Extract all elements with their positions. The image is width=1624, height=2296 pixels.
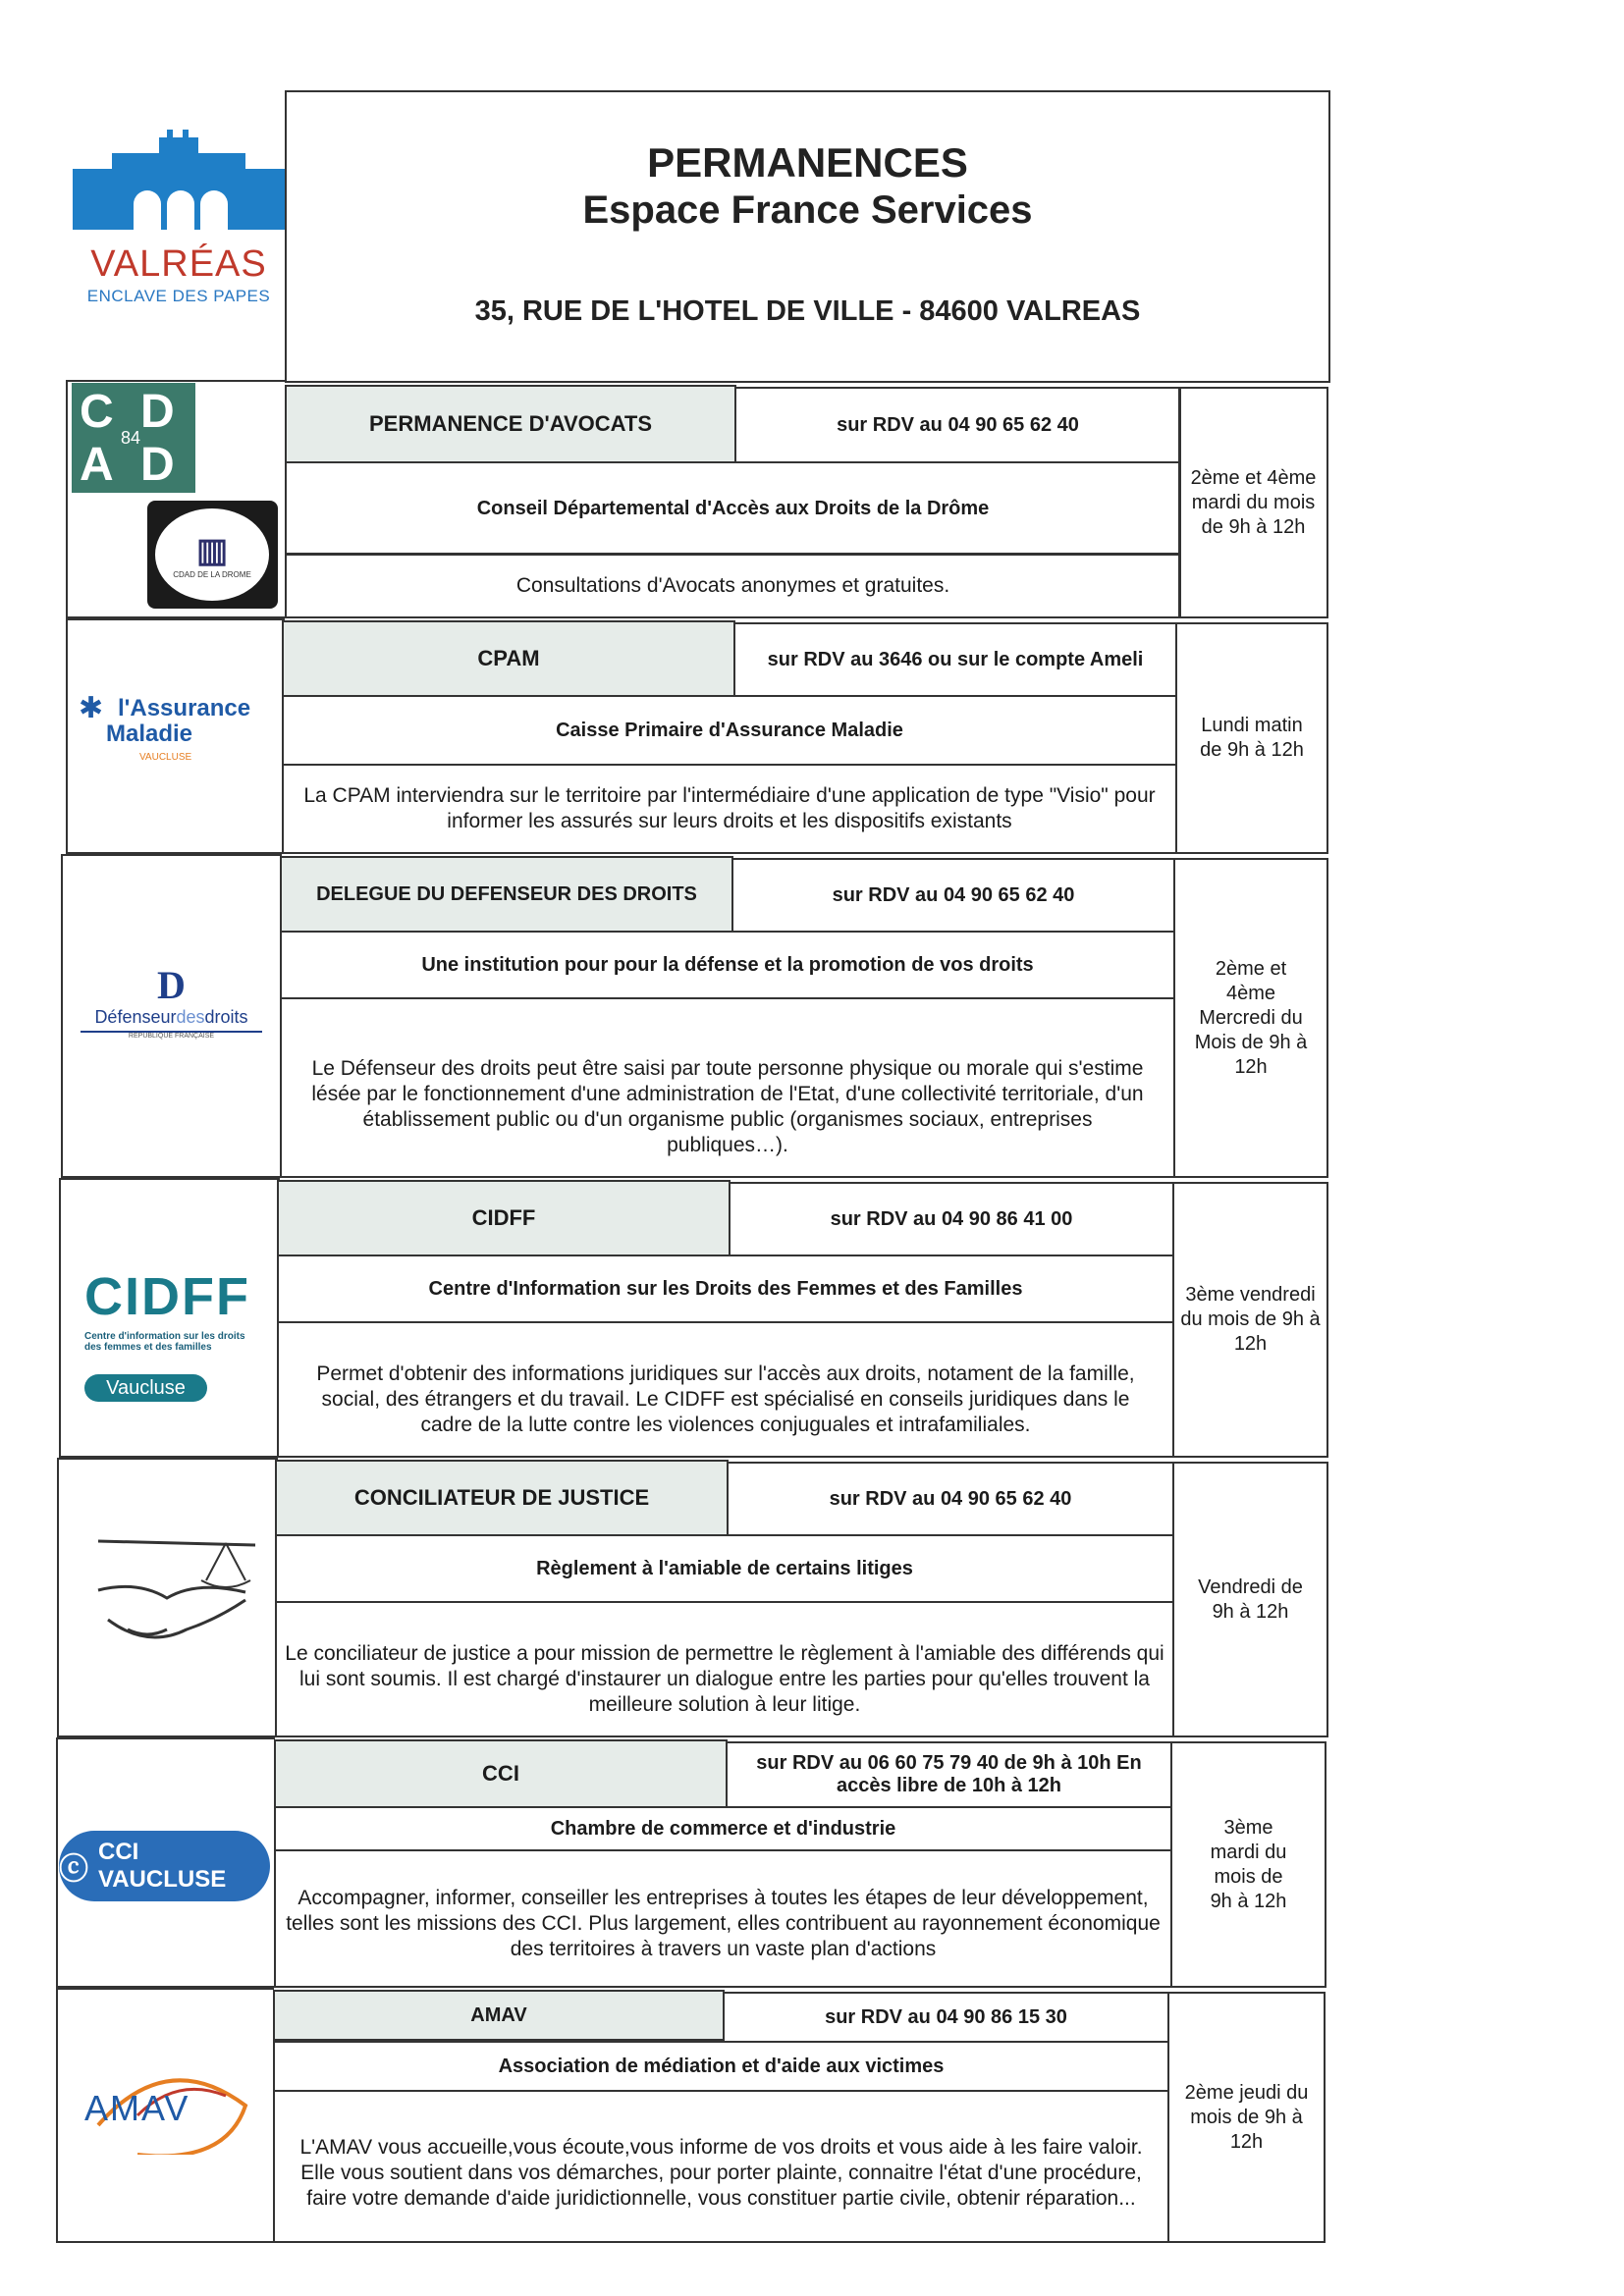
ameli-line1: l'Assurance [118,695,251,721]
org-cell [285,461,1181,556]
cci-symbol-icon: ⓒ [59,1853,88,1886]
justice-logo [88,1531,265,1659]
section-title: DELEGUE DU DEFENSEUR DES DROITS [316,882,697,905]
valreas-tagline: ENCLAVE DES PAPES [86,287,271,305]
org-text: Association de médiation et d'aide aux victimes [498,2055,945,2077]
description-cell [282,764,1177,854]
schedule-cell [1172,1182,1328,1458]
contact-cell [727,1462,1174,1536]
amav-logo-text: AMAV [84,2088,190,2128]
cdad-letter: C [80,386,114,438]
cidff-name: CIDFF [84,1267,250,1326]
defenseur-name-b: des [176,1007,205,1027]
section-title-cell [285,385,736,463]
defenseur-letter: D [157,963,186,1007]
description-text: Permet d'obtenir des informations juridiques sur l'accès aux droits, notament de la famille, social, des étrangers et du travail. Le CIDFF est spécialisé en conseils juridiques dans le cadre de la lutte contre les violences conjuguales et intrafamiliales. [316,1362,1135,1436]
cdad-letter: D [140,439,175,491]
org-text: Chambre de commerce et d'industrie [550,1817,896,1840]
contact-text: sur RDV au 04 90 65 62 40 [837,413,1079,436]
schedule-cell [1172,1462,1328,1737]
description-text: Consultations d'Avocats anonymes et gratuites. [515,573,950,597]
cci-logo [59,1831,270,1901]
section-title-cell [282,620,735,697]
org-text: Règlement à l'amiable de certains litiges [536,1557,913,1579]
section-title-cell [275,1460,729,1536]
address: 35, RUE DE L'HOTEL DE VILLE - 84600 VALREAS [474,295,1141,327]
description-cell [275,1601,1174,1737]
amav-logo [79,2047,255,2155]
description-text: Le conciliateur de justice a pour mission de permettre le règlement à l'amiable des différends qui lui sont soumis. Il est chargé d'instaurer un dialogue entre les parties pour qu'elles trouvent la meilleure solution à leur litige. [285,1641,1164,1716]
cdad-letter: A [80,439,114,491]
section-title-cell [277,1180,731,1256]
cdad-number: 84 [121,428,141,448]
contact-text: sur RDV au 04 90 65 62 40 [829,1487,1072,1510]
org-text: Caisse Primaire d'Assurance Maladie [556,719,903,741]
contact-cell [729,1182,1174,1256]
defenseur-logo [81,962,262,1041]
schedule-cell [1167,1992,1326,2243]
section-title: CPAM [477,646,540,670]
org-cell [274,1806,1172,1851]
description-cell [285,553,1181,618]
valreas-logo [73,130,285,316]
cidff-desc: Centre d'information sur les droits des femmes et des familles [84,1331,245,1353]
schedule-cell [1170,1741,1326,1988]
org-cell [273,2041,1169,2092]
valreas-building-icon [73,130,285,238]
cci-logo-text: CCI VAUCLUSE [98,1839,227,1893]
cdad-logo [72,383,195,493]
cdad-circle-text: CDAD DE LA DROME [173,569,251,579]
schedule-text: 3ème vendredi du mois de 9h à 12h [1180,1284,1321,1355]
description-text: Accompagner, informer, conseiller les entreprises à toutes les étapes de leur développement, telles sont les missions des CCI. Plus largement, elles contribuent au rayonnement économique des territoires à travers un vaste plan d'actions [286,1886,1161,1960]
org-text: Centre d'Information sur les Droits des Femmes et des Familles [428,1277,1023,1300]
contact-text: sur RDV au 06 60 75 79 40 de 9h à 10h En accès libre de 10h à 12h [756,1752,1142,1796]
cdad-circle-logo [147,501,278,609]
section-title-cell [274,1739,728,1808]
contact-cell [734,387,1181,463]
valreas-name: VALRÉAS [90,243,267,285]
page-title: PERMANENCES [647,139,968,186]
defenseur-name-a: Défenseur [94,1007,177,1027]
cdad-letter: D [140,386,175,438]
scales-handshake-icon [88,1531,265,1659]
ameli-figure-icon: ✱ [79,692,104,724]
section-title: CIDFF [471,1205,536,1230]
section-title-cell [273,1990,725,2041]
section-title: CCI [482,1761,519,1786]
org-text: Une institution pour pour la défense et la promotion de vos droits [421,953,1034,976]
section-title: AMAV [470,2003,527,2026]
schedule-text: 3ème mardi du mois de 9h à 12h [1210,1816,1287,1912]
org-cell [275,1534,1174,1603]
ameli-line2: Maladie [106,721,193,747]
org-cell [280,931,1175,999]
section-title-cell [280,856,733,933]
schedule-text: Vendredi de 9h à 12h [1198,1575,1303,1623]
defenseur-name-c: droits [204,1007,248,1027]
schedule-text: 2ème et 4ème Mercredi du Mois de 9h à 12h [1194,957,1308,1078]
schedule-cell [1178,387,1328,618]
contact-text: sur RDV au 04 90 86 41 00 [830,1207,1073,1230]
org-cell [282,695,1177,766]
contact-cell [733,622,1177,697]
cdad-house-icon: ▥ [195,531,229,569]
contact-text: sur RDV au 04 90 65 62 40 [832,883,1075,906]
schedule-text: Lundi matin de 9h à 12h [1200,715,1304,761]
cidff-region: Vaucluse [84,1374,207,1402]
header-box [285,90,1330,383]
schedule-cell [1175,622,1328,854]
schedule-cell [1173,858,1328,1178]
section-title: CONCILIATEUR DE JUSTICE [353,1485,650,1510]
description-text: L'AMAV vous accueille,vous écoute,vous informe de vos droits et vous aide à les faire valoir. Elle vous soutient dans vos démarches, pour porter plainte, connaitre l'état d'une procédure, faire votre demande d'aide juridictionnelle, vous constituer partie civile, obtenir réparation... [299,2136,1143,2210]
contact-text: sur RDV au 3646 ou sur le compte Ameli [767,648,1144,670]
contact-cell [723,1992,1169,2043]
description-cell [277,1321,1174,1458]
cidff-logo [84,1266,261,1409]
schedule-text: 2ème et 4ème mardi du mois de 9h à 12h [1190,466,1317,538]
ameli-line3: VAUCLUSE [139,752,192,763]
org-text: Conseil Départemental d'Accès aux Droits de la Drôme [476,497,990,519]
schedule-text: 2ème jeudi du mois de 9h à 12h [1184,2081,1309,2153]
description-cell [274,1849,1172,1988]
page-subtitle: Espace France Services [582,188,1033,232]
description-text: Le Défenseur des droits peut être saisi par toute personne physique ou morale qui s'estime lésée par le fonctionnement d'une administration de l'Etat, d'une collectivité territoriale, d'un établissement public ou d'un organisme public (organismes sociaux, entreprises publiques…). [311,1057,1144,1156]
contact-cell [731,858,1175,933]
section-title: PERMANENCE D'AVOCATS [369,411,652,436]
contact-cell [726,1741,1172,1808]
description-cell [273,2090,1169,2243]
defenseur-tag: RÉPUBLIQUE FRANÇAISE [81,1031,262,1040]
org-cell [277,1255,1174,1323]
description-cell [280,997,1175,1178]
ameli-logo [79,687,275,766]
description-text: La CPAM interviendra sur le territoire par l'intermédiaire d'une application de type "Visio" pour informer les assurés sur leurs droits et les dispositifs existants [303,784,1156,832]
contact-text: sur RDV au 04 90 86 15 30 [825,2005,1067,2028]
